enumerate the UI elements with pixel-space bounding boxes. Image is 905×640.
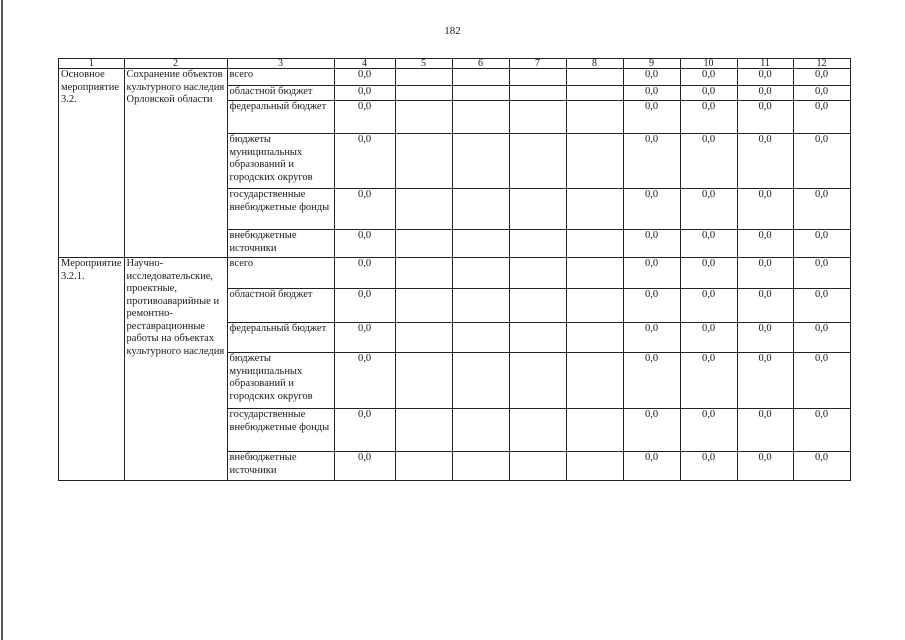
- value-cell: [566, 409, 623, 452]
- value-cell: [452, 452, 509, 481]
- value-cell: [509, 289, 566, 323]
- value-cell: [566, 289, 623, 323]
- value-cell: [452, 101, 509, 134]
- value-cell: 0,0: [623, 134, 680, 189]
- column-header: 6: [452, 59, 509, 69]
- value-cell: [509, 323, 566, 353]
- value-cell: [395, 189, 452, 230]
- value-cell: [452, 69, 509, 86]
- column-header: 5: [395, 59, 452, 69]
- value-cell: 0,0: [680, 452, 737, 481]
- value-cell: 0,0: [680, 69, 737, 86]
- column-header: 11: [737, 59, 793, 69]
- value-cell: [566, 101, 623, 134]
- value-cell: [395, 258, 452, 289]
- page-number: 182: [444, 25, 461, 37]
- value-cell: 0,0: [334, 134, 395, 189]
- value-cell: [566, 69, 623, 86]
- value-cell: 0,0: [737, 323, 793, 353]
- budget-table: [58, 58, 851, 481]
- value-cell: [395, 134, 452, 189]
- funding-source-cell: внебюджетные источники: [227, 230, 334, 258]
- value-cell: [509, 86, 566, 101]
- table-body: [59, 59, 851, 481]
- value-cell: 0,0: [334, 101, 395, 134]
- value-cell: 0,0: [680, 353, 737, 409]
- value-cell: [566, 323, 623, 353]
- value-cell: 0,0: [793, 69, 850, 86]
- value-cell: [509, 258, 566, 289]
- column-header: 2: [124, 59, 227, 69]
- column-header: 9: [623, 59, 680, 69]
- table-row: [59, 69, 851, 86]
- value-cell: [395, 69, 452, 86]
- value-cell: 0,0: [623, 409, 680, 452]
- column-header-row: [59, 59, 851, 69]
- value-cell: 0,0: [334, 189, 395, 230]
- value-cell: [452, 134, 509, 189]
- value-cell: 0,0: [680, 258, 737, 289]
- value-cell: 0,0: [793, 134, 850, 189]
- value-cell: 0,0: [793, 189, 850, 230]
- value-cell: 0,0: [793, 409, 850, 452]
- value-cell: [395, 323, 452, 353]
- value-cell: 0,0: [334, 353, 395, 409]
- value-cell: [452, 258, 509, 289]
- value-cell: 0,0: [334, 230, 395, 258]
- value-cell: [509, 230, 566, 258]
- value-cell: 0,0: [737, 101, 793, 134]
- value-cell: 0,0: [680, 323, 737, 353]
- value-cell: 0,0: [334, 69, 395, 86]
- value-cell: 0,0: [737, 258, 793, 289]
- value-cell: [452, 189, 509, 230]
- value-cell: [395, 353, 452, 409]
- value-cell: 0,0: [737, 409, 793, 452]
- funding-source-cell: бюджеты муниципальных образований и городских округов: [227, 134, 334, 189]
- column-header: 7: [509, 59, 566, 69]
- value-cell: 0,0: [737, 189, 793, 230]
- measure-name-cell: Сохранение объектов культурного наследия Орловской области: [124, 69, 227, 258]
- value-cell: 0,0: [737, 452, 793, 481]
- value-cell: 0,0: [680, 86, 737, 101]
- value-cell: 0,0: [793, 230, 850, 258]
- value-cell: 0,0: [334, 86, 395, 101]
- value-cell: [509, 101, 566, 134]
- value-cell: 0,0: [623, 452, 680, 481]
- value-cell: 0,0: [680, 289, 737, 323]
- column-header: 4: [334, 59, 395, 69]
- funding-source-cell: федеральный бюджет: [227, 323, 334, 353]
- value-cell: 0,0: [793, 101, 850, 134]
- column-header: 8: [566, 59, 623, 69]
- column-header: 3: [227, 59, 334, 69]
- value-cell: 0,0: [623, 189, 680, 230]
- value-cell: [395, 86, 452, 101]
- value-cell: 0,0: [793, 353, 850, 409]
- value-cell: [452, 353, 509, 409]
- value-cell: [566, 86, 623, 101]
- funding-source-cell: бюджеты муниципальных образований и городских округов: [227, 353, 334, 409]
- value-cell: 0,0: [680, 101, 737, 134]
- value-cell: 0,0: [737, 289, 793, 323]
- value-cell: 0,0: [623, 323, 680, 353]
- value-cell: [509, 134, 566, 189]
- value-cell: [395, 409, 452, 452]
- value-cell: [452, 409, 509, 452]
- measure-code-cell: Основное мероприятие 3.2.: [59, 69, 125, 258]
- funding-source-cell: областной бюджет: [227, 289, 334, 323]
- value-cell: [509, 452, 566, 481]
- value-cell: [452, 230, 509, 258]
- value-cell: 0,0: [334, 452, 395, 481]
- funding-source-cell: федеральный бюджет: [227, 101, 334, 134]
- value-cell: 0,0: [623, 101, 680, 134]
- value-cell: 0,0: [680, 409, 737, 452]
- funding-source-cell: всего: [227, 69, 334, 86]
- value-cell: 0,0: [737, 134, 793, 189]
- value-cell: 0,0: [737, 69, 793, 86]
- value-cell: 0,0: [737, 230, 793, 258]
- funding-source-cell: областной бюджет: [227, 86, 334, 101]
- value-cell: 0,0: [334, 289, 395, 323]
- value-cell: 0,0: [793, 289, 850, 323]
- value-cell: [566, 134, 623, 189]
- value-cell: [452, 86, 509, 101]
- value-cell: 0,0: [793, 86, 850, 101]
- funding-source-cell: всего: [227, 258, 334, 289]
- funding-source-cell: внебюджетные источники: [227, 452, 334, 481]
- value-cell: 0,0: [793, 323, 850, 353]
- value-cell: 0,0: [680, 134, 737, 189]
- value-cell: [566, 258, 623, 289]
- table-row: [59, 258, 851, 289]
- value-cell: [452, 289, 509, 323]
- value-cell: 0,0: [334, 258, 395, 289]
- column-header: 1: [59, 59, 125, 69]
- value-cell: 0,0: [623, 86, 680, 101]
- measure-code-cell: Мероприятие 3.2.1.: [59, 258, 125, 481]
- funding-source-cell: государственные внебюджетные фонды: [227, 189, 334, 230]
- value-cell: 0,0: [793, 452, 850, 481]
- value-cell: 0,0: [334, 323, 395, 353]
- value-cell: [395, 289, 452, 323]
- value-cell: [509, 353, 566, 409]
- value-cell: 0,0: [737, 86, 793, 101]
- value-cell: 0,0: [623, 230, 680, 258]
- value-cell: 0,0: [623, 353, 680, 409]
- value-cell: [509, 69, 566, 86]
- value-cell: 0,0: [623, 258, 680, 289]
- value-cell: [395, 452, 452, 481]
- value-cell: 0,0: [623, 69, 680, 86]
- value-cell: 0,0: [793, 258, 850, 289]
- column-header: 10: [680, 59, 737, 69]
- value-cell: 0,0: [334, 409, 395, 452]
- measure-name-cell: Научно-исследовательские, проектные, противоаварийные и ремонтно-реставрационные работы на объектах культурного наследия: [124, 258, 227, 481]
- value-cell: [509, 189, 566, 230]
- page-left-edge: [1, 0, 3, 640]
- value-cell: [566, 230, 623, 258]
- value-cell: [395, 101, 452, 134]
- column-header: 12: [793, 59, 850, 69]
- value-cell: 0,0: [623, 289, 680, 323]
- value-cell: [395, 230, 452, 258]
- value-cell: [566, 189, 623, 230]
- funding-source-cell: государственные внебюджетные фонды: [227, 409, 334, 452]
- value-cell: 0,0: [737, 353, 793, 409]
- value-cell: [452, 323, 509, 353]
- value-cell: 0,0: [680, 189, 737, 230]
- value-cell: [566, 353, 623, 409]
- value-cell: [566, 452, 623, 481]
- value-cell: 0,0: [680, 230, 737, 258]
- value-cell: [509, 409, 566, 452]
